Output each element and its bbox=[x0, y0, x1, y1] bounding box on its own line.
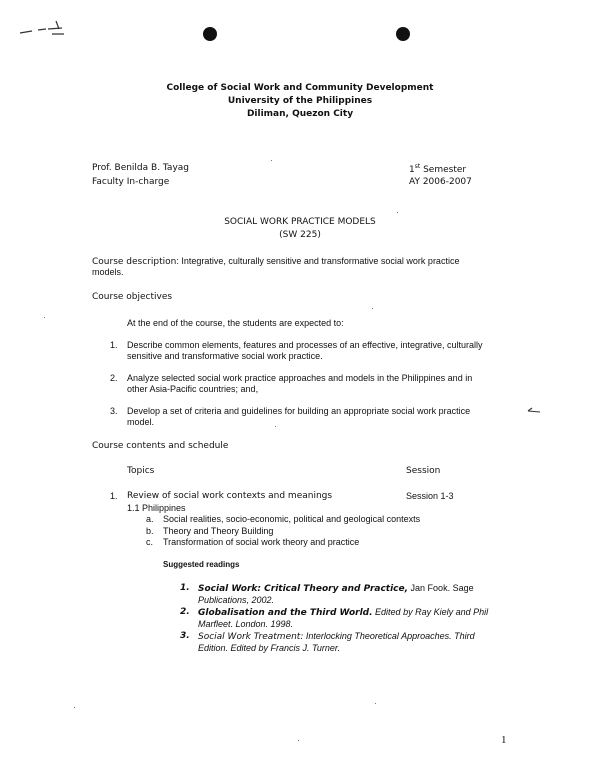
margin-arrow-mark bbox=[527, 406, 543, 416]
city-name: Diliman, Quezon City bbox=[246, 109, 354, 119]
objective-number: 1. bbox=[110, 340, 118, 350]
objective-number: 3. bbox=[110, 406, 118, 416]
professor-name: Prof. Benilda B. Tayag bbox=[92, 163, 189, 173]
college-name: College of Social Work and Community Development bbox=[166, 83, 434, 93]
reading-citation-cont: Edition. Edited by Francis J. Turner. bbox=[198, 643, 341, 653]
scan-speck bbox=[271, 160, 272, 161]
scan-speck bbox=[397, 212, 398, 213]
subitem-letter: c. bbox=[146, 537, 154, 547]
objective-text: Describe common elements, features and processes of an effective, integrative, culturally bbox=[127, 340, 483, 350]
course-description-cont: models. bbox=[92, 267, 124, 277]
topic-title: Review of social work contexts and meanings bbox=[127, 491, 333, 501]
topic-number: 1. bbox=[110, 491, 118, 501]
course-title: SOCIAL WORK PRACTICE MODELS bbox=[224, 217, 376, 227]
column-topics: Topics bbox=[127, 466, 155, 476]
punch-hole-right bbox=[396, 27, 410, 41]
objective-text: Develop a set of criteria and guidelines for building an appropriate social work practice bbox=[127, 406, 471, 416]
column-session: Session bbox=[406, 466, 441, 476]
readings-heading: Suggested readings bbox=[163, 560, 240, 569]
semester: 1st Semester bbox=[409, 163, 467, 175]
reading-number: 3. bbox=[180, 631, 190, 641]
contents-heading: Course contents and schedule bbox=[92, 441, 229, 451]
objective-text-cont: sensitive and transformative social work practice. bbox=[127, 351, 323, 361]
reading-citation: Globalisation and the Third World. Edited by Ray Kiely and Phil bbox=[198, 607, 489, 618]
objectives-heading: Course objectives bbox=[92, 292, 173, 302]
scan-speck bbox=[375, 703, 376, 704]
reading-citation: Social Work Treatment: Interlocking Theoretical Approaches. Third bbox=[198, 631, 475, 642]
objective-text-cont: model. bbox=[127, 417, 155, 427]
reading-citation-cont: Marfleet. London. 1998. bbox=[198, 619, 294, 629]
subitem-letter: a. bbox=[146, 514, 154, 524]
subitem-text: Theory and Theory Building bbox=[163, 526, 274, 536]
university-name: University of the Philippines bbox=[227, 96, 373, 106]
scan-speck bbox=[275, 426, 276, 427]
topic-session: Session 1-3 bbox=[406, 491, 454, 501]
scan-speck bbox=[372, 308, 373, 309]
objective-text: Analyze selected social work practice approaches and models in the Philippines and in bbox=[127, 373, 473, 383]
reading-number: 2. bbox=[180, 607, 190, 617]
scan-speck bbox=[298, 740, 299, 741]
scan-speck bbox=[74, 707, 75, 708]
scan-speck bbox=[44, 317, 45, 318]
subtopic: 1.1 Philippines bbox=[127, 503, 186, 513]
subitem-letter: b. bbox=[146, 526, 154, 536]
objective-text-cont: other Asia-Pacific countries; and, bbox=[127, 384, 259, 394]
subitem-text: Social realities, socio-economic, political and geological contexts bbox=[163, 514, 421, 524]
subitem-text: Transformation of social work theory and practice bbox=[163, 537, 360, 547]
course-code: (SW 225) bbox=[279, 230, 321, 240]
reading-number: 1. bbox=[180, 583, 190, 593]
objectives-intro: At the end of the course, the students are expected to: bbox=[127, 318, 344, 328]
objective-number: 2. bbox=[110, 373, 118, 383]
punch-hole-left bbox=[203, 27, 217, 41]
page-number: 1 bbox=[501, 734, 507, 746]
academic-year: AY 2006-2007 bbox=[409, 177, 472, 187]
corner-scribble bbox=[18, 16, 66, 38]
reading-citation: Social Work: Critical Theory and Practice, Jan Fook. Sage bbox=[198, 583, 474, 594]
reading-citation-cont: Publications, 2002. bbox=[198, 595, 275, 605]
course-description: Course description: Integrative, culturally sensitive and transformative social work practice bbox=[92, 256, 460, 267]
faculty-role: Faculty In-charge bbox=[92, 177, 170, 187]
